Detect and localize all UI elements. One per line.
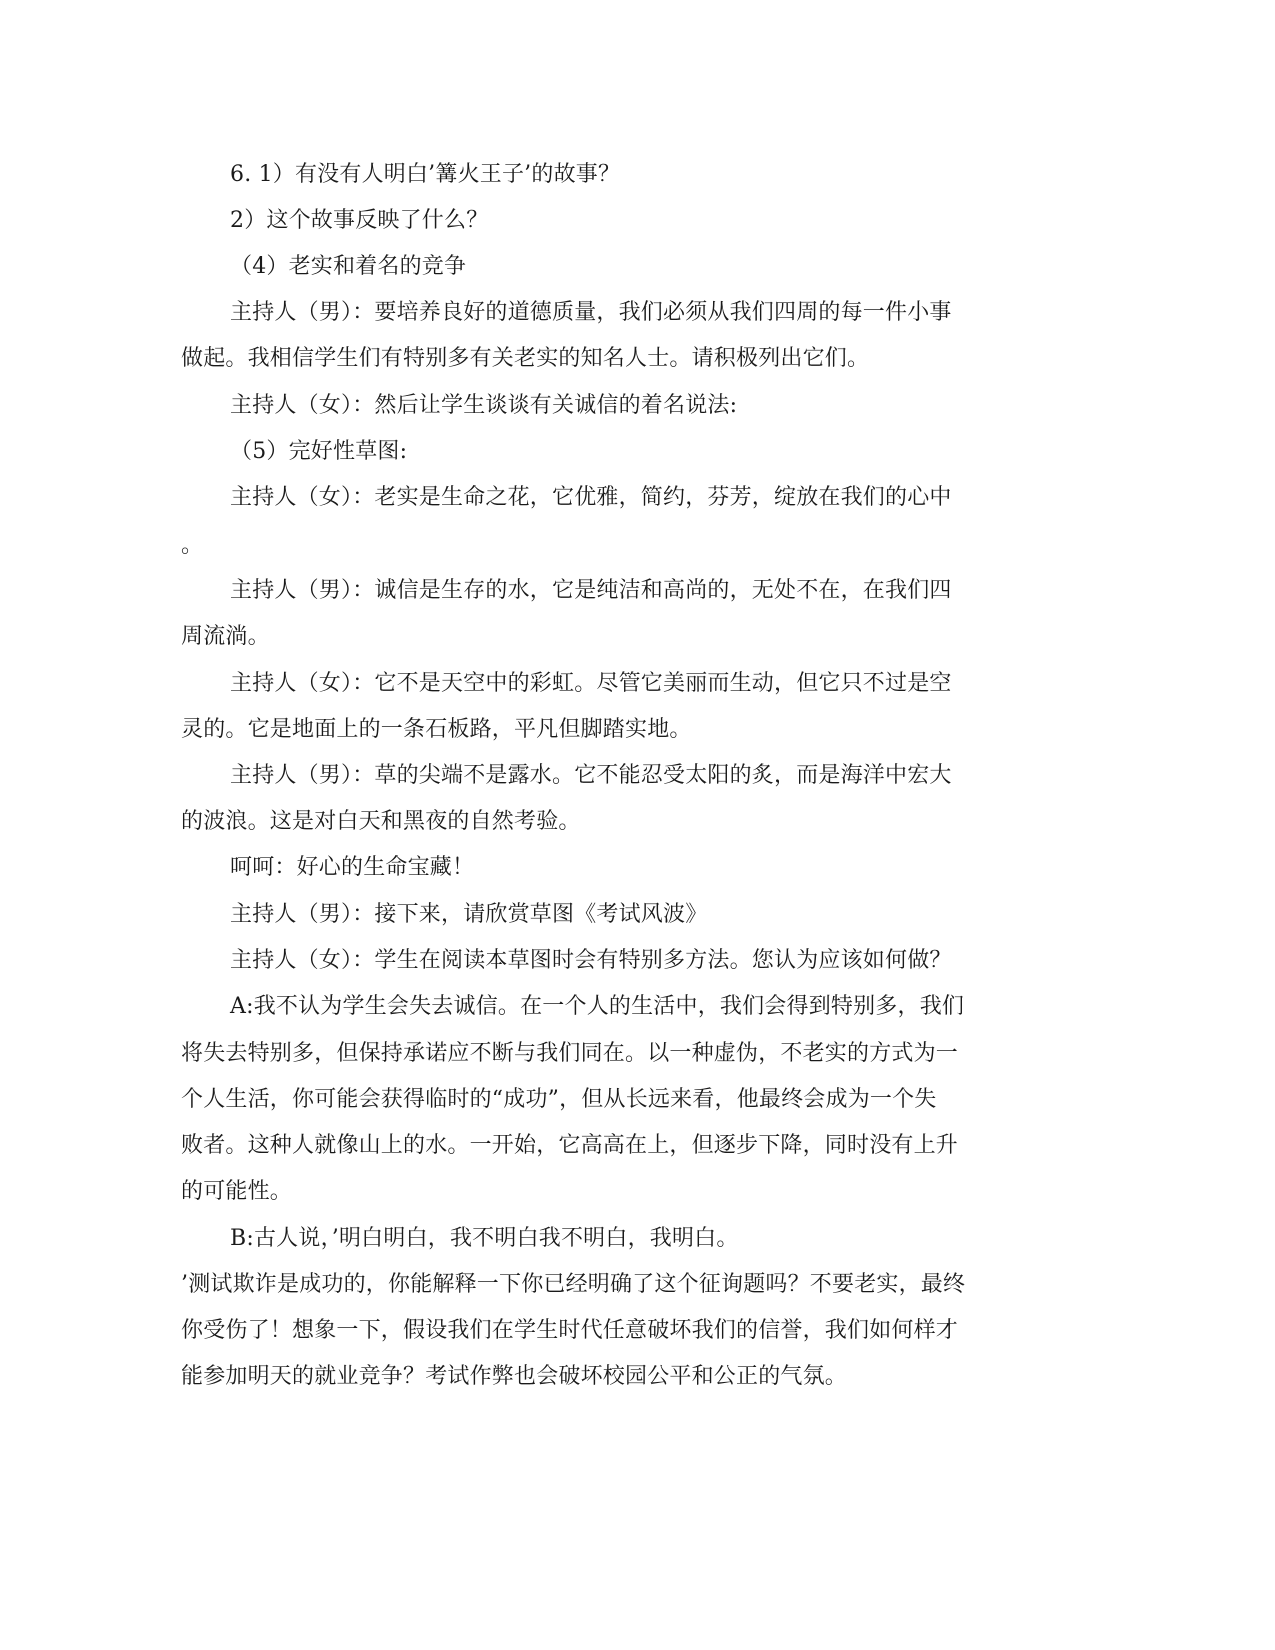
text-line: 主持人（男）：草的尖端不是露水。它不能忍受太阳的炙，而是海洋中宏大: [230, 763, 952, 788]
text-line: 主持人（女）：老实是生命之花，它优雅，简约，芬芳，绽放在我们的心中: [230, 485, 952, 510]
text-line: 将失去特别多，但保持承诺应不断与我们同在。以一种虚伪，不老实的方式为一: [181, 1041, 959, 1066]
text-line: 主持人（女）：它不是天空中的彩虹。尽管它美丽而生动，但它只不过是空: [230, 671, 952, 696]
text-line: A:我不认为学生会失去诚信。在一个人的生活中，我们会得到特别多，我们: [230, 994, 965, 1019]
text-line: 做起。我相信学生们有特别多有关老实的知名人士。请积极列出它们。: [181, 346, 870, 371]
text-line: 主持人（女）：学生在阅读本草图时会有特别多方法。您认为应该如何做？: [230, 948, 952, 973]
text-line: 呵呵：好心的生命宝藏！: [230, 855, 475, 880]
text-line: 。: [181, 533, 204, 558]
text-line: 能参加明天的就业竞争？考试作弊也会破坏校园公平和公正的气氛。: [181, 1364, 848, 1389]
text-line: 主持人（男）：诚信是生存的水，它是纯洁和高尚的，无处不在，在我们四: [230, 578, 952, 603]
text-line: 你受伤了！想象一下，假设我们在学生时代任意破坏我们的信誉，我们如何样才: [181, 1318, 959, 1343]
text-line: 主持人（男）：接下来，请欣赏草图《考试风波》: [230, 902, 708, 927]
text-line: 的可能性。: [181, 1179, 293, 1204]
text-line: 个人生活，你可能会获得临时的“成功”，但从长远来看，他最终会成为一个失: [181, 1087, 937, 1112]
section-heading: （5）完好性草图:: [230, 439, 408, 464]
section-heading: （4）老实和着名的竞争: [230, 254, 467, 279]
text-line: ’测试欺诈是成功的，你能解释一下你已经明确了这个征询题吗？不要老实，最终: [181, 1272, 966, 1297]
text-line: 的波浪。这是对白天和黑夜的自然考验。: [181, 809, 581, 834]
text-line: 6. 1）有没有人明白’篝火王子’的故事？: [230, 162, 621, 187]
text-line: 周流淌。: [181, 624, 270, 649]
text-line: 主持人（女）：然后让学生谈谈有关诚信的着名说法:: [230, 393, 738, 418]
text-line: 2）这个故事反映了什么？: [230, 208, 489, 233]
text-line: 败者。这种人就像山上的水。一开始，它高高在上，但逐步下降，同时没有上升: [181, 1133, 959, 1158]
text-line: 灵的。它是地面上的一条石板路，平凡但脚踏实地。: [181, 717, 692, 742]
text-line: 主持人（男）：要培养良好的道德质量，我们必须从我们四周的每一件小事: [230, 300, 952, 325]
text-line: B:古人说，’明白明白，我不明白我不明白，我明白。: [230, 1226, 739, 1251]
